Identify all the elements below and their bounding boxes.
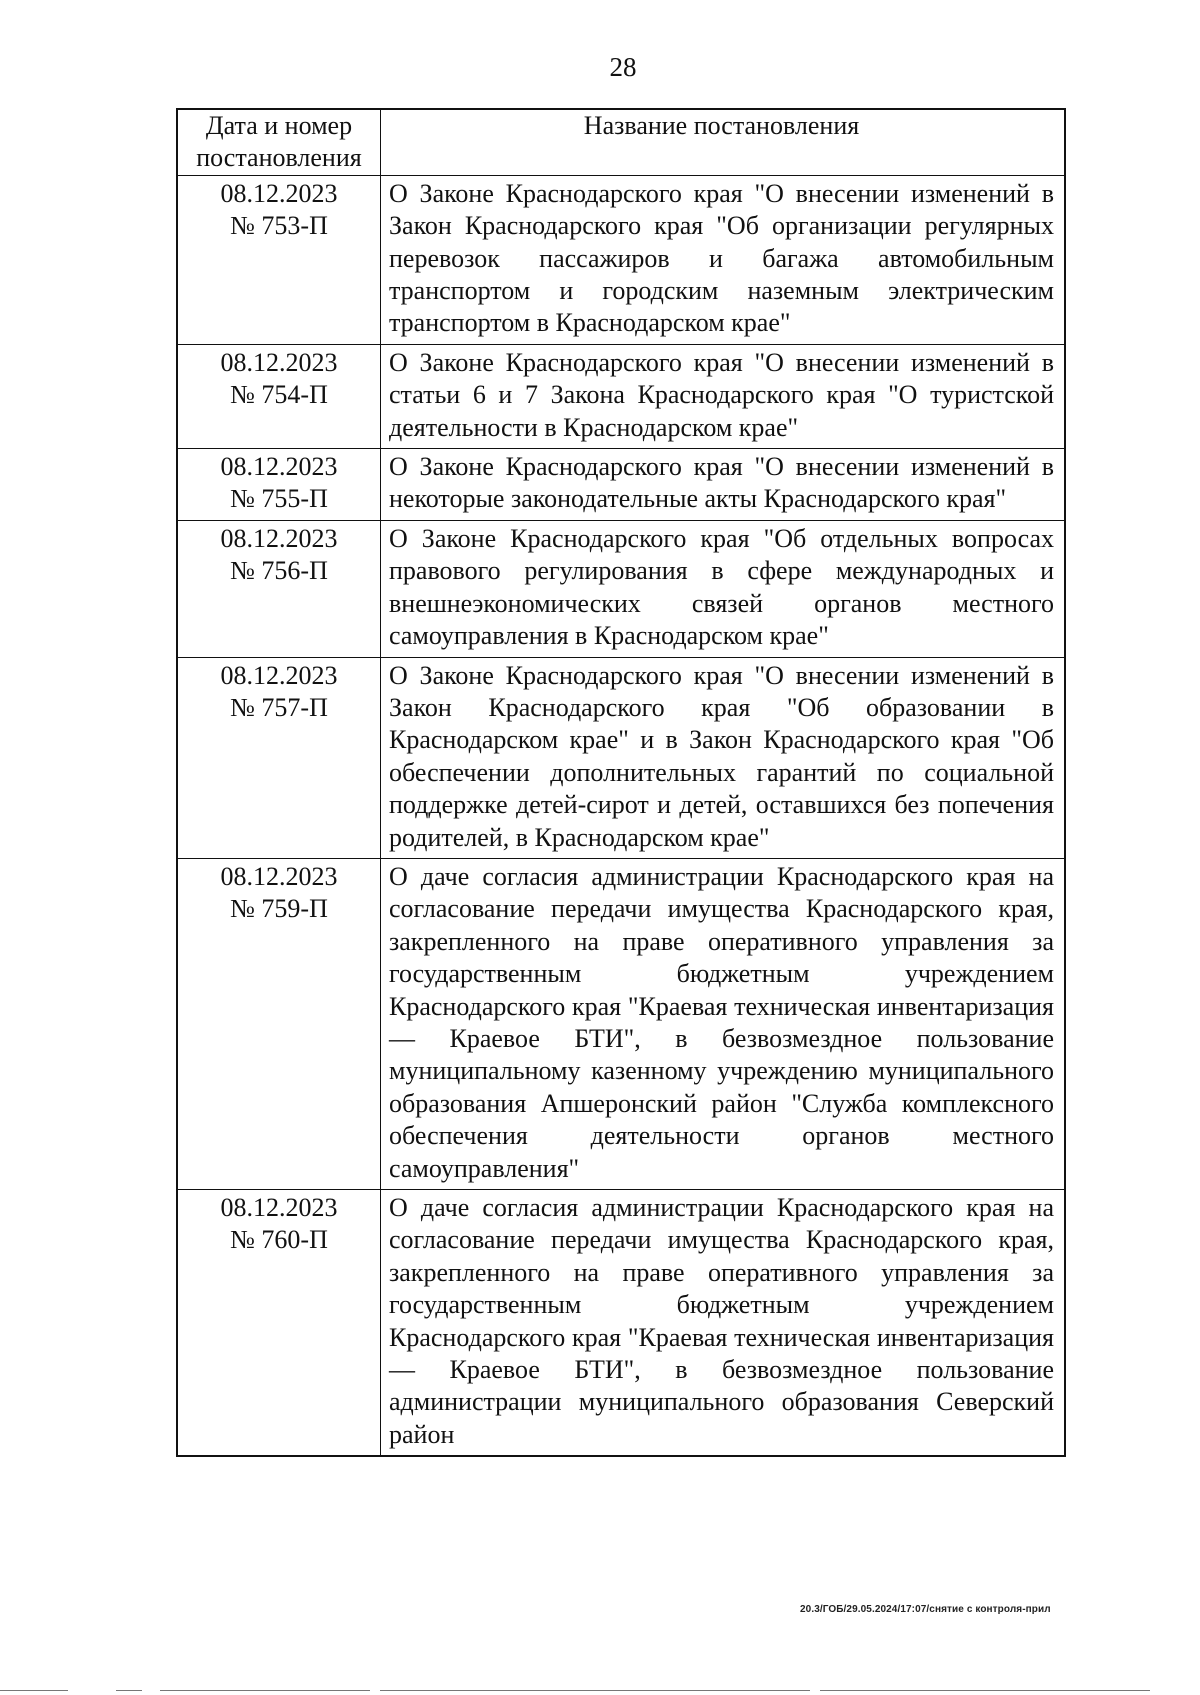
- resolution-number: № 754-П: [230, 380, 328, 410]
- scan-edge-line: [380, 1690, 810, 1691]
- table-row: [177, 344, 1065, 448]
- page-number: 28: [609, 52, 637, 82]
- date-number-cell: [177, 520, 381, 657]
- table-row: [177, 175, 1065, 344]
- table-row: [177, 449, 1065, 521]
- resolution-number: № 760-П: [230, 1225, 328, 1255]
- date-number-cell: [177, 175, 381, 344]
- header-date-number: Дата и номер постановления: [177, 109, 381, 175]
- resolution-date: 08.12.2023: [220, 523, 338, 553]
- resolution-date: 08.12.2023: [220, 1193, 338, 1222]
- resolution-date: 08.12.2023: [220, 861, 338, 891]
- resolution-date: 08.12.2023: [220, 452, 338, 482]
- resolution-title: О Законе Краснодарского края "О внесении изменений в Закон Краснодарского края "Об организации регулярных перевозок пассажиров и багажа автомобильным транспортом и городским наземным электрическим транспортом в Краснодарском крае": [381, 175, 1066, 344]
- resolutions-table: [176, 108, 1066, 1457]
- resolution-title: О Законе Краснодарского края "О внесении изменений в Закон Краснодарского края "Об образовании в Краснодарском крае" и в Закон Краснодарского края "Об обеспечении дополнительных гарантий по социальной поддержке детей-сирот и детей, оставшихся без попечения родителей, в Краснодарском крае": [381, 657, 1066, 858]
- resolution-date: 08.12.2023: [220, 347, 338, 377]
- scan-edge-line: [0, 1690, 68, 1691]
- date-number-cell: [177, 1190, 381, 1457]
- table-row: [177, 1190, 1065, 1457]
- date-number-cell: [177, 449, 381, 521]
- table-header-row: [177, 109, 1065, 175]
- resolution-title: О даче согласия администрации Краснодарского края на согласование передачи имущества Краснодарского края, закрепленного на праве оперативного управления за государственным бюджетным учреждением Краснодарского края "Краевая техническая инвентаризация — Краевое БТИ", в безвозмездное пользование администрации муниципального образования Северский район: [381, 1190, 1066, 1457]
- resolution-title: О Законе Краснодарского края "Об отдельных вопросах правового регулирования в сфере международных и внешнеэкономических связей органов местного самоуправления в Краснодарском крае": [381, 520, 1066, 657]
- table-row: [177, 657, 1065, 858]
- registration-stamp: 20.3/ГОБ/29.05.2024/17:07/снятие с контроля-прил: [800, 1604, 1051, 1615]
- date-number-cell: [177, 344, 381, 448]
- resolution-number: № 755-П: [230, 484, 328, 514]
- scan-edge-line: [820, 1690, 1150, 1691]
- resolution-date: 08.12.2023: [220, 660, 338, 690]
- scan-edge-line: [160, 1690, 370, 1691]
- date-number-cell: [177, 858, 381, 1189]
- resolution-number: № 759-П: [230, 894, 328, 924]
- resolution-title: О Законе Краснодарского края "О внесении изменений в статьи 6 и 7 Закона Краснодарского края "О туристской деятельности в Краснодарском крае": [381, 344, 1066, 448]
- table-row: [177, 858, 1065, 1189]
- header-title: Название постановления: [381, 109, 1066, 175]
- table-row: [177, 520, 1065, 657]
- date-number-cell: [177, 657, 381, 858]
- resolution-title: О даче согласия администрации Краснодарского края на согласование передачи имущества Краснодарского края, закрепленного на праве оперативного управления за государственным бюджетным учреждением Краснодарского края "Краевая техническая инвентаризация — Краевое БТИ", в безвозмездное пользование муниципальному казенному учреждению муниципального образования Апшеронский район "Служба комплексного обеспечения деятельности органов местного самоуправления": [381, 858, 1066, 1189]
- resolution-number: № 757-П: [230, 692, 328, 722]
- scan-edge-line: [116, 1690, 142, 1691]
- resolution-title: О Законе Краснодарского края "О внесении изменений в некоторые законодательные акты Краснодарского края": [381, 449, 1066, 521]
- resolution-number: № 753-П: [230, 211, 328, 241]
- resolution-date: 08.12.2023: [220, 178, 338, 208]
- resolution-number: № 756-П: [230, 556, 328, 586]
